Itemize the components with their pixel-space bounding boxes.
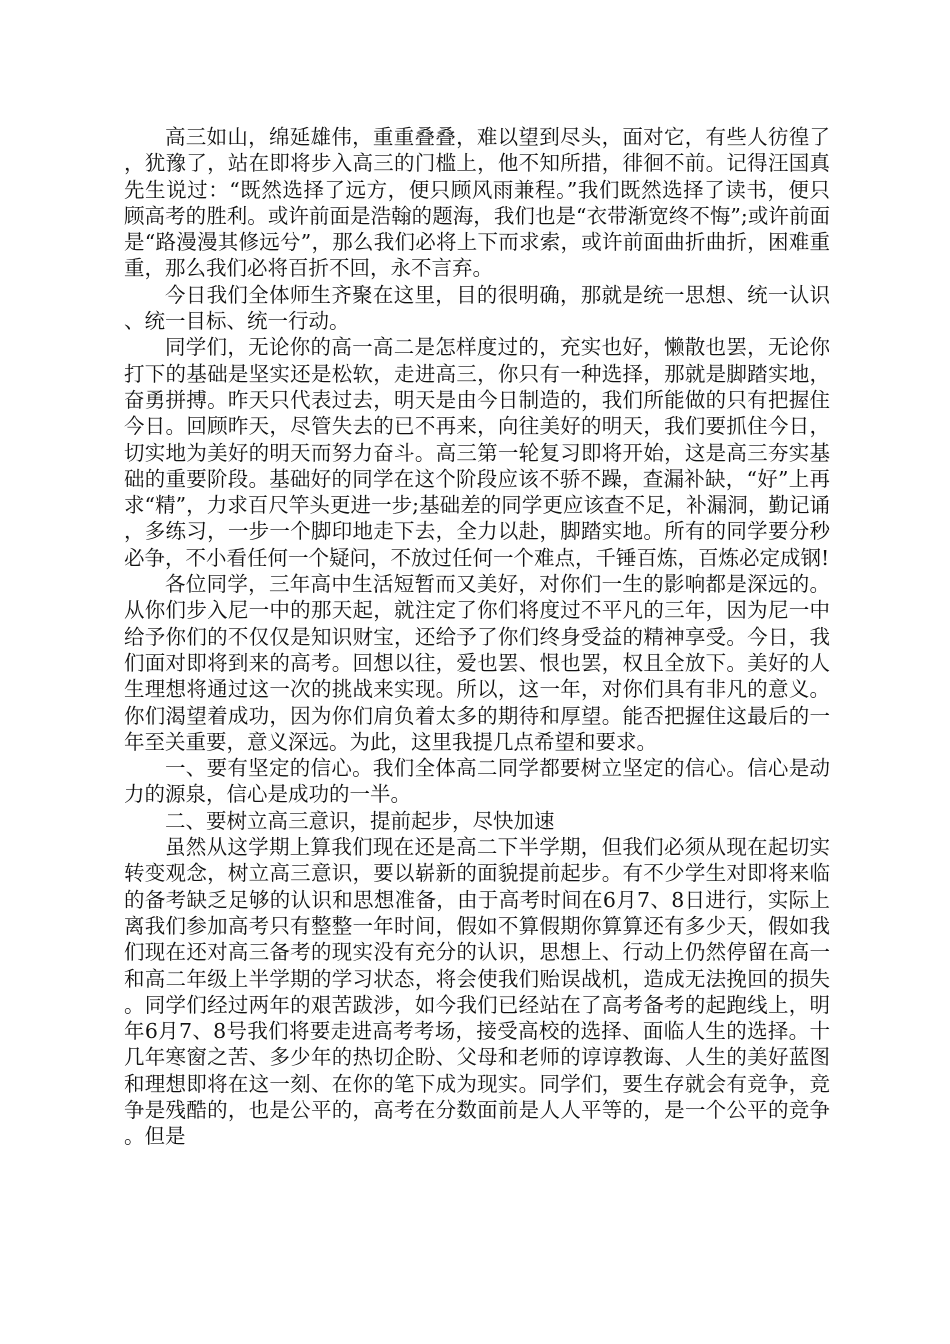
paragraph-1: 高三如山，绵延雄伟，重重叠叠，难以望到尽头，面对它，有些人彷徨了，犹豫了，站在即将步入高三的门槛上，他不知所措，徘徊不前。记得汪国真先生说过：“既然选择了远方，便只顾风雨兼程。”我们既然选择了读书，便只顾高考的胜利。或许前面是浩翰的题海，我们也是“衣带渐宽终不悔”;或许前面是“路漫漫其修远兮”，那么我们必将上下而求索，或许前面曲折曲折，困难重重，那么我们必将百折不回，永不言弃。	[124, 125, 830, 281]
paragraph-7: 虽然从这学期上算我们现在还是高二下半学期，但我们必须从现在起切实转变观念，树立高三意识，要以崭新的面貌提前起步。有不少学生对即将来临的备考缺乏足够的认识和思想准备，由于高考时间在6月7、8日进行，实际上离我们参加高考只有整整一年时间，假如不算假期你算算还有多少天，假如我们现在还对高三备考的现实没有充分的认识，思想上、行动上仍然停留在高一和高二年级上半学期的学习状态，将会使我们贻误战机，造成无法挽回的损失。同学们经过两年的艰苦跋涉，如今我们已经站在了高考备考的起跑线上，明年6月7、8号我们将要走进高考考场，接受高校的选择、面临人生的选择。十几年寒窗之苦、多少年的热切企盼、父母和老师的谆谆教诲、人生的美好蓝图和理想即将在这一刻、在你的笔下成为现实。同学们，要生存就会有竞争，竞争是残酷的，也是公平的，高考在分数面前是人人平等的，是一个公平的竞争。但是	[124, 835, 830, 1149]
document-body	[124, 124, 830, 1150]
paragraph-2: 今日我们全体师生齐聚在这里，目的很明确，那就是统一思想、统一认识、统一目标、统一行动。	[124, 282, 830, 334]
paragraph-3: 同学们，无论你的高一高二是怎样度过的，充实也好，懒散也罢，无论你打下的基础是坚实还是松软，走进高三，你只有一种选择，那就是脚踏实地，奋勇拼搏。昨天只代表过去，明天是由今日制造的，我们所能做的只有把握住今日。回顾昨天，尽管失去的已不再来，向往美好的明天，我们要抓住今日，切实地为美好的明天而努力奋斗。高三第一轮复习即将开始，这是高三夯实基础的重要阶段。基础好的同学在这个阶段应该不骄不躁，查漏补缺，“好”上再求“精”，力求百尺竿头更进一步;基础差的同学更应该查不足，补漏洞，勤记诵，多练习，一步一个脚印地走下去，全力以赴，脚踏实地。所有的同学要分秒必争，不小看任何一个疑问，不放过任何一个难点，千锤百炼，百炼必定成钢!	[124, 335, 830, 570]
paragraph-6: 二、要树立高三意识，提前起步，尽快加速	[165, 808, 555, 833]
paragraph-4: 各位同学，三年高中生活短暂而又美好，对你们一生的影响都是深远的。从你们步入尼一中的那天起，就注定了你们将度过不平凡的三年，因为尼一中给予你们的不仅仅是知识财宝，还给予了你们终身受益的精神享受。今日，我们面对即将到来的高考。回想以往，爱也罢、恨也罢，权且全放下。美好的人生理想将通过这一次的挑战来实现。所以，这一年，对你们具有非凡的意义。你们渴望着成功，因为你们肩负着太多的期待和厚望。能否把握住这最后的一年至关重要，意义深远。为此，这里我提几点希望和要求。	[124, 572, 830, 754]
paragraph-5: 一、要有坚定的信心。我们全体高二同学都要树立坚定的信心。信心是动力的源泉，信心是成功的一半。	[124, 756, 830, 807]
